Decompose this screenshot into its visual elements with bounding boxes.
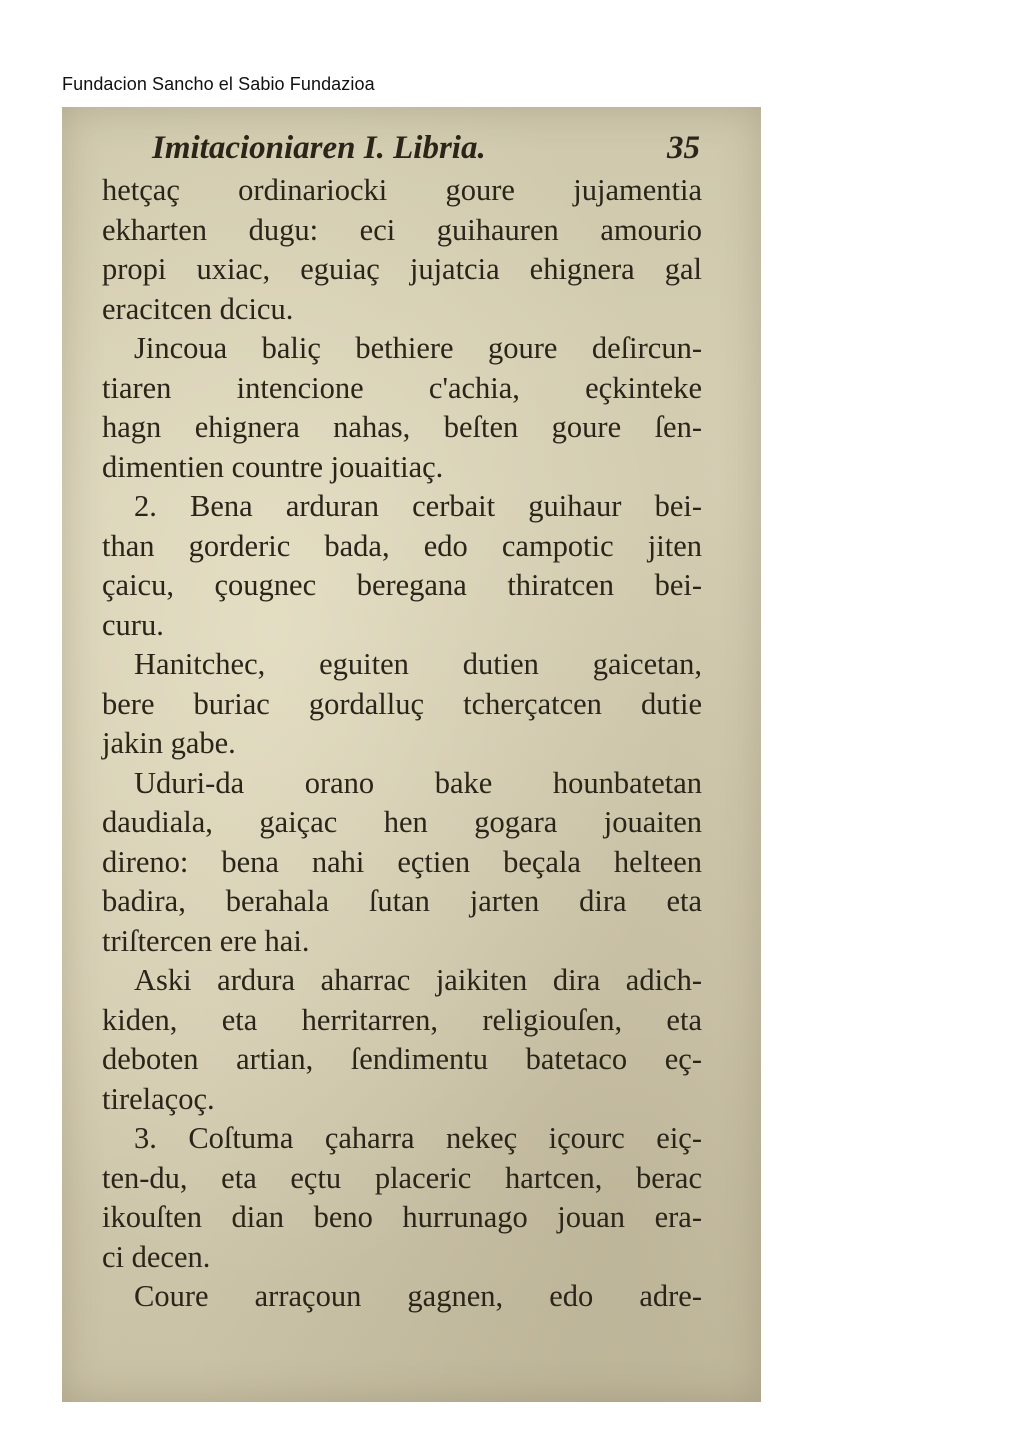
archive-watermark: Fundacion Sancho el Sabio Fundazioa — [62, 74, 375, 94]
text-line: dimentien countre jouaitiaç. — [102, 449, 444, 484]
book-page-scan — [62, 107, 761, 1402]
text-line: tiaren intencione c'achia, eçkinteke — [102, 370, 702, 405]
text-line: Coure arraçoun gagnen, edo adre- — [134, 1279, 702, 1313]
text-line: ten-du, eta eçtu placeric hartcen, berac — [102, 1160, 702, 1195]
text-line: than gorderic bada, edo campotic jiten — [102, 528, 702, 563]
text-line: eracitcen dcicu. — [102, 291, 294, 326]
text-line: ci decen. — [102, 1239, 211, 1274]
text-line: triſtercen ere hai. — [102, 923, 310, 958]
text-line: Hanitchec, eguiten dutien gaicetan, — [134, 647, 702, 681]
text-line: daudiala, gaiçac hen gogara jouaiten — [102, 805, 702, 839]
text-line: çaicu, çougnec beregana thiratcen bei- — [102, 568, 702, 602]
text-line: 2. Bena arduran cerbait guihaur bei- — [134, 489, 702, 523]
page-number: 35 — [667, 130, 700, 166]
text-line: Jincoua baliç bethiere goure deſircun- — [134, 331, 702, 365]
text-line: deboten artian, ſendimentu batetaco eç- — [102, 1042, 702, 1076]
text-line: direno: bena nahi eçtien beçala helteen — [102, 844, 702, 879]
text-line: propi uxiac, eguiaç jujatcia ehignera gal — [102, 252, 702, 286]
text-line: Aski ardura aharrac jaikiten dira adich- — [134, 963, 702, 997]
text-line: bere buriac gordalluç tcherçatcen dutie — [102, 686, 702, 721]
text-line: kiden, eta herritarren, religiouſen, eta — [102, 1002, 702, 1037]
text-line: jakin gabe. — [102, 726, 236, 760]
text-line: hagn ehignera nahas, beſten goure ſen- — [102, 410, 702, 444]
text-line: ikouſten dian beno hurrunago jouan era- — [102, 1200, 702, 1234]
text-line: ekharten dugu: eci guihauren amourio — [102, 212, 702, 247]
page-text — [102, 129, 702, 1317]
text-line: tirelaçoç. — [102, 1081, 215, 1116]
text-line: Uduri-da orano bake hounbatetan — [134, 765, 702, 800]
text-line: curu. — [102, 607, 164, 642]
text-line: 3. Coſtuma çaharra nekeç içourc eiç- — [134, 1121, 702, 1155]
running-head-title: Imitacioniaren I. Libria. — [152, 130, 486, 166]
text-line: hetçaç ordinariocki goure jujamentia — [102, 173, 702, 207]
text-line: badira, berahala ſutan jarten dira eta — [102, 884, 702, 918]
running-head — [102, 129, 702, 169]
